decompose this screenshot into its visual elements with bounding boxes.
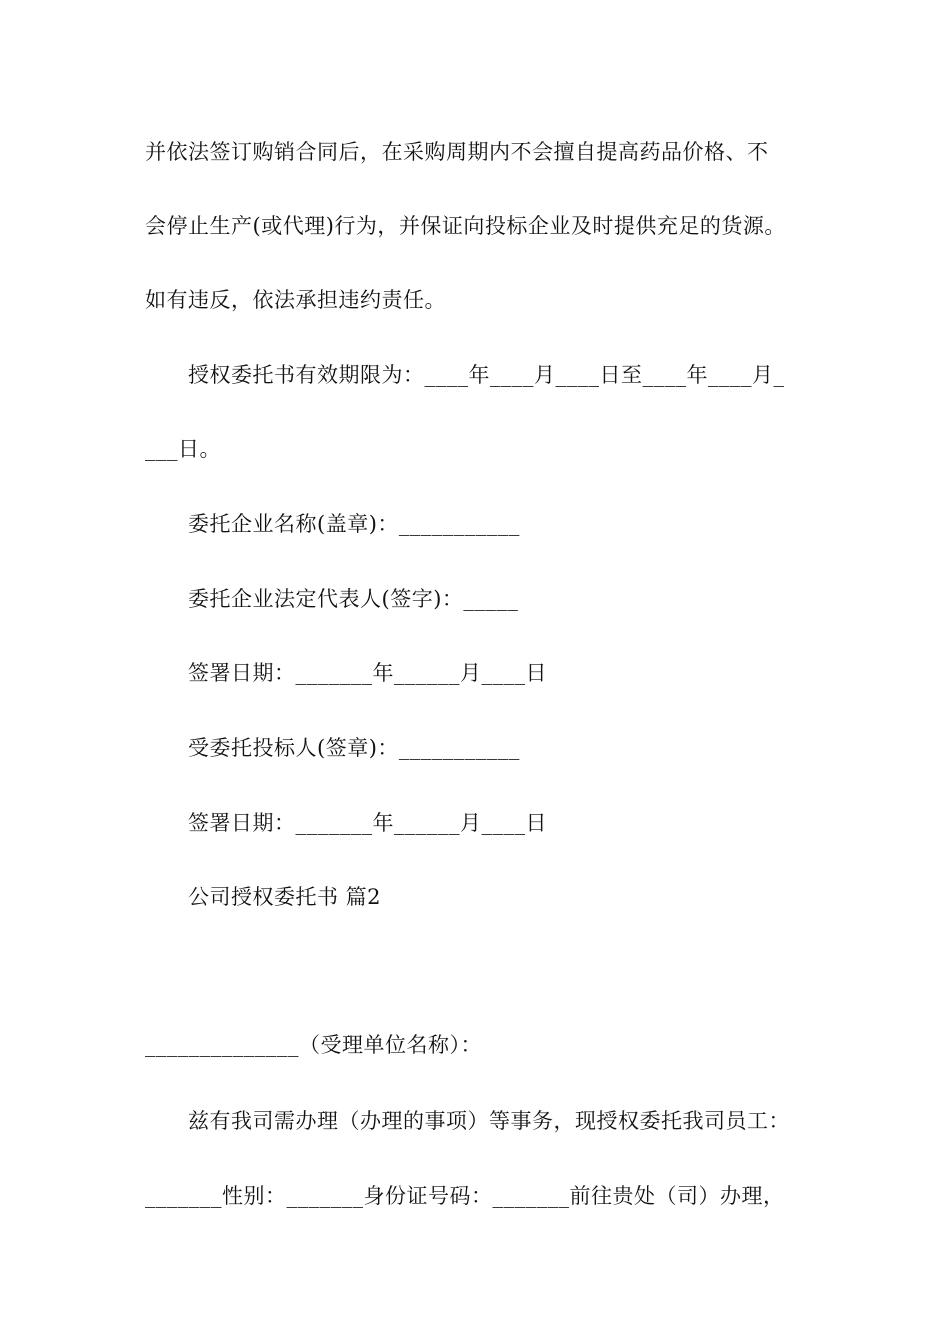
paragraph-line-3: 如有违反，依法承担违约责任。 [145, 288, 446, 312]
signing-date-field-2: 签署日期：_______年______月____日 [188, 811, 547, 835]
signing-date-field-1: 签署日期：_______年______月____日 [188, 661, 547, 685]
paragraph-line-1: 并依法签订购销合同后，在采购周期内不会擅自提高药品价格、不 [145, 140, 769, 164]
body-paragraph-line-1: 兹有我司需办理（办理的事项）等事务，现授权委托我司员工： [188, 1109, 790, 1133]
paragraph-line-2: 会停止生产(或代理)行为，并保证向投标企业及时提供充足的货源。 [145, 214, 786, 238]
recipient-line: ______________（受理单位名称）： [145, 1033, 482, 1057]
body-paragraph-line-2: _______性别：_______身份证号码：_______前往贵处（司）办理， [145, 1184, 785, 1208]
validity-period-continuation: ___日。 [145, 437, 221, 461]
legal-representative-signature-field: 委托企业法定代表人(签字)：_____ [188, 587, 519, 611]
section-title: 公司授权委托书 篇2 [188, 885, 382, 909]
validity-period-line: 授权委托书有效期限为：____年____月____日至____年____月_ [188, 363, 785, 387]
entrusted-bidder-signature-field: 受委托投标人(签章)：___________ [188, 736, 520, 760]
entrusting-company-name-field: 委托企业名称(盖章)：___________ [188, 512, 520, 536]
